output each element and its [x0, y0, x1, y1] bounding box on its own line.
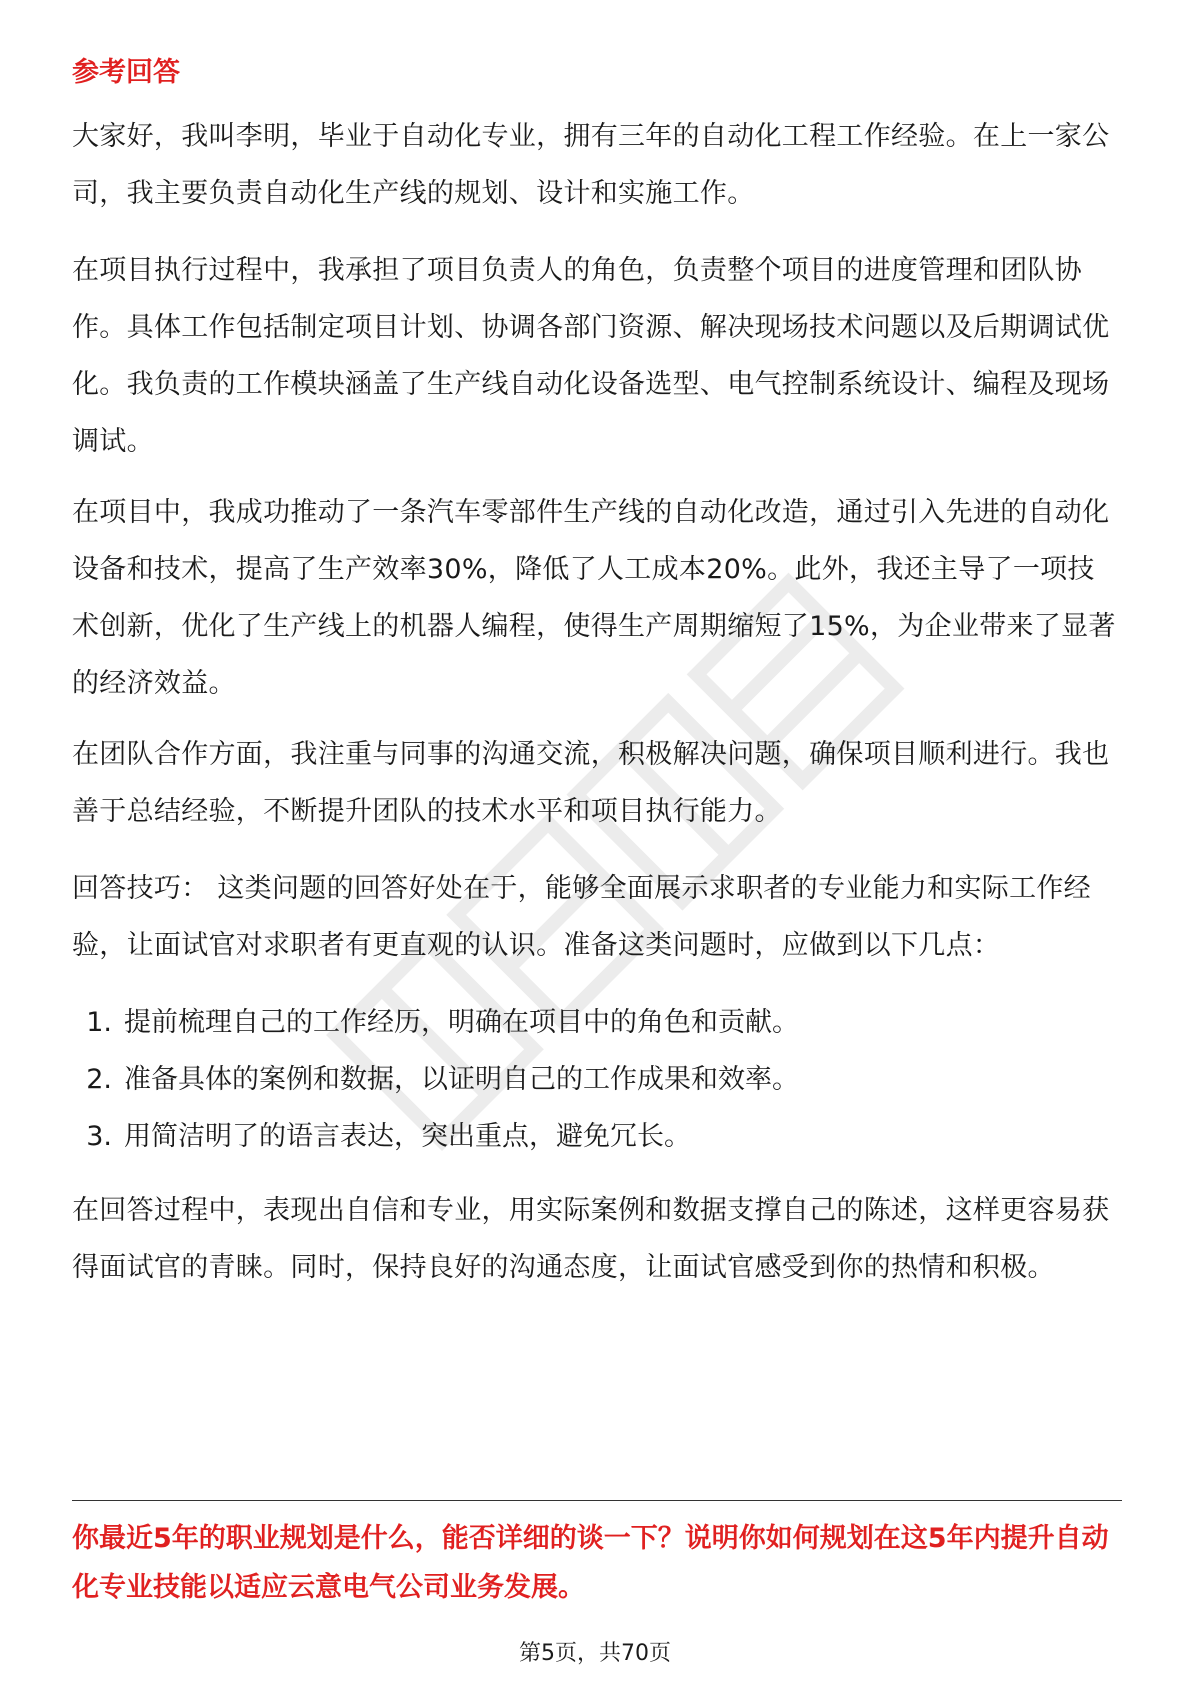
- next-question: 你最近5年的职业规划是什么，能否详细的谈一下？说明你如何规划在这5年内提升自动化专业技能以适应云意电气公司业务发展。: [72, 1523, 1109, 1603]
- achievement-paragraph: 在项目中，我成功推动了一条汽车零部件生产线的自动化改造，通过引入先进的自动化设备和技术，提高了生产效率30%，降低了人工成本20%。此外，我还主导了一项技术创新，优化了生产线上的机器人编程，使得生产周期缩短了15%，为企业带来了显著的经济效益。: [72, 497, 1116, 699]
- divider: [72, 1500, 1122, 1501]
- role-paragraph: 在项目执行过程中，我承担了项目负责人的角色，负责整个项目的进度管理和团队协作。具体工作包括制定项目计划、协调各部门资源、解决现场技术问题以及后期调试优化。我负责的工作模块涵盖了生产线自动化设备选型、电气控制系统设计、编程及现场调试。: [72, 255, 1110, 457]
- list-item: 2. 准备具体的案例和数据，以证明自己的工作成果和效率。: [86, 1064, 799, 1095]
- list-item: 1. 提前梳理自己的工作经历，明确在项目中的角色和贡献。: [86, 1007, 799, 1038]
- closing-paragraph: 在回答过程中，表现出自信和专业，用实际案例和数据支撑自己的陈述，这样更容易获得面试官的青睐。同时，保持良好的沟通态度，让面试官感受到你的热情和积极。: [72, 1195, 1110, 1283]
- page-footer: 第5页，共70页: [519, 1641, 671, 1666]
- tips-list: [72, 994, 1122, 1165]
- list-item: 3. 用简洁明了的语言表达，突出重点，避免冗长。: [86, 1121, 691, 1152]
- tips-intro-paragraph: 回答技巧： 这类问题的回答好处在于，能够全面展示求职者的专业能力和实际工作经验，让面试官对求职者有更直观的认识。准备这类问题时，应做到以下几点：: [72, 873, 1091, 961]
- intro-paragraph: 大家好，我叫李明，毕业于自动化专业，拥有三年的自动化工程工作经验。在上一家公司，我主要负责自动化生产线的规划、设计和实施工作。: [72, 121, 1110, 209]
- teamwork-paragraph: 在团队合作方面，我注重与同事的沟通交流，积极解决问题，确保项目顺利进行。我也善于总结经验，不断提升团队的技术水平和项目执行能力。: [72, 739, 1110, 827]
- section-title: 参考回答: [72, 57, 180, 88]
